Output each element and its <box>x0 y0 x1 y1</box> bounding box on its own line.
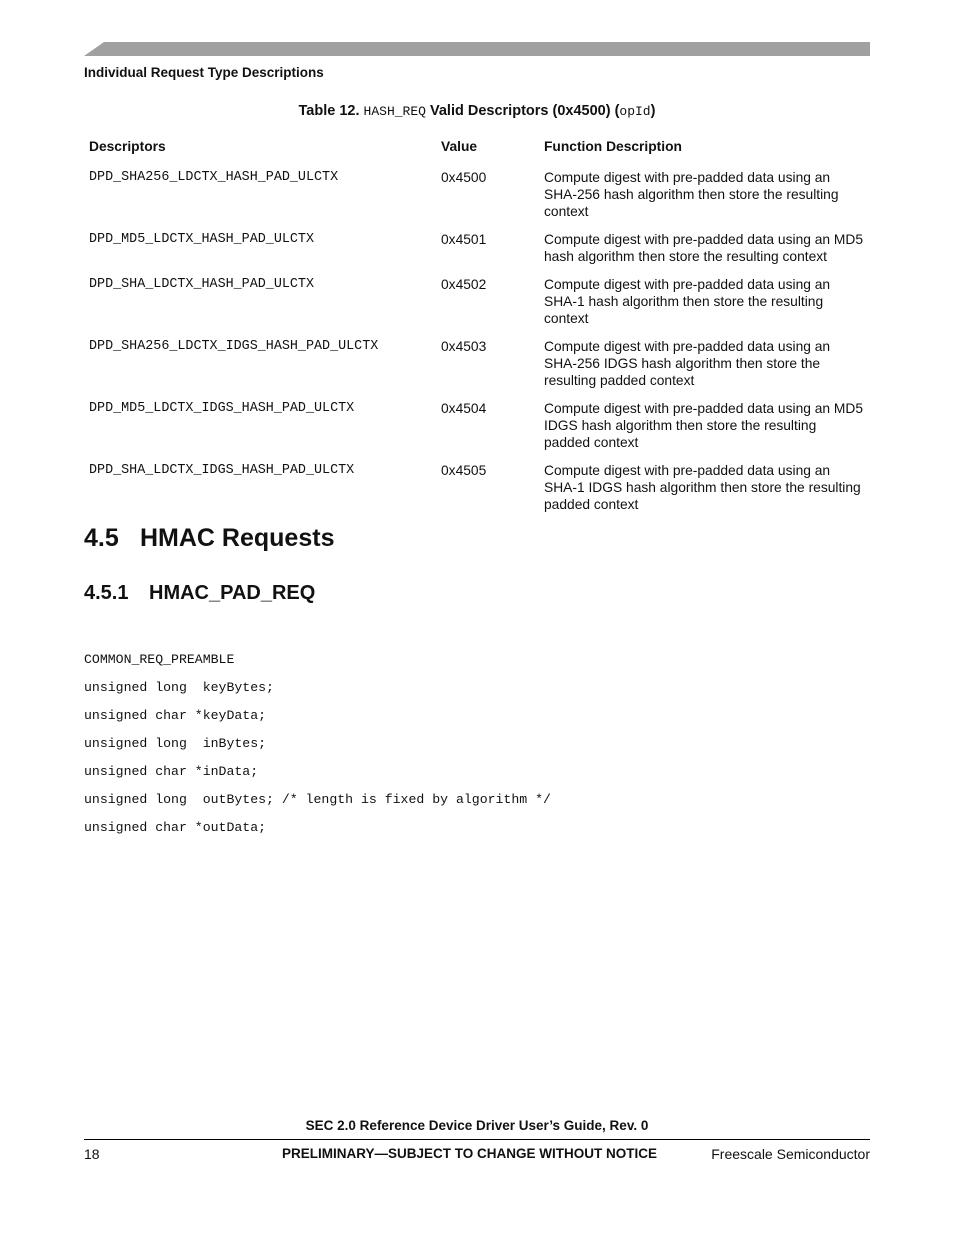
table-row <box>84 338 870 400</box>
running-head: Individual Request Type Descriptions <box>84 65 324 80</box>
code-line: unsigned char *keyData; <box>84 708 267 723</box>
description-cell: Compute digest with pre-padded data using an SHA-1 IDGS hash algorithm then store the resulting padded context <box>544 463 861 512</box>
caption-prefix: Table 12. <box>298 103 360 119</box>
descriptor-cell: DPD_SHA_LDCTX_IDGS_HASH_PAD_ULCTX <box>89 463 355 478</box>
caption-code: HASH_REQ <box>363 104 426 119</box>
caption-middle: Valid Descriptors (0x4500) ( <box>430 103 620 119</box>
header-bar-shape <box>84 42 870 56</box>
header-descriptors: Descriptors <box>89 139 166 154</box>
footer-title: SEC 2.0 Reference Device Driver User’s Guide, Rev. 0 <box>305 1118 649 1133</box>
company-name: Freescale Semiconductor <box>711 1146 870 1162</box>
page-number: 18 <box>84 1146 100 1162</box>
description-cell: Compute digest with pre-padded data using an SHA-256 IDGS hash algorithm then store the resulting padded context <box>544 339 831 388</box>
code-line: unsigned long keyBytes; <box>84 680 274 695</box>
description-cell: Compute digest with pre-padded data using an MD5 hash algorithm then store the resulting context <box>544 232 864 264</box>
value-cell: 0x4502 <box>441 277 487 292</box>
section-heading <box>84 524 334 553</box>
table-caption <box>0 103 954 119</box>
table-row <box>84 231 870 276</box>
value-cell: 0x4503 <box>441 339 487 354</box>
description-cell: Compute digest with pre-padded data using an SHA-256 hash algorithm then store the resulting context <box>544 170 839 219</box>
descriptor-cell: DPD_SHA256_LDCTX_IDGS_HASH_PAD_ULCTX <box>89 339 379 354</box>
code-line: unsigned char *outData; <box>84 820 267 835</box>
subsection-number: 4.5.1 <box>84 582 129 604</box>
descriptor-cell: DPD_SHA256_LDCTX_HASH_PAD_ULCTX <box>89 170 339 185</box>
table-row <box>84 400 870 462</box>
value-cell: 0x4505 <box>441 463 487 478</box>
subsection-heading <box>84 582 315 605</box>
caption-suffix: ) <box>650 103 656 119</box>
table-header-row <box>84 134 870 169</box>
section-number: 4.5 <box>84 524 119 552</box>
descriptor-cell: DPD_MD5_LDCTX_IDGS_HASH_PAD_ULCTX <box>89 401 355 416</box>
value-cell: 0x4500 <box>441 170 487 185</box>
code-line: unsigned long outBytes; /* length is fixed by algorithm */ <box>84 792 551 807</box>
value-cell: 0x4504 <box>441 401 487 416</box>
code-line: unsigned long inBytes; <box>84 736 267 751</box>
header-bar <box>84 42 870 56</box>
code-line: unsigned char *inData; <box>84 764 259 779</box>
descriptor-cell: DPD_MD5_LDCTX_HASH_PAD_ULCTX <box>89 232 314 247</box>
description-cell: Compute digest with pre-padded data using an SHA-1 hash algorithm then store the resulting context <box>544 277 831 326</box>
caption-code2: opId <box>619 104 651 119</box>
section-title: HMAC Requests <box>140 524 335 552</box>
descriptor-cell: DPD_SHA_LDCTX_HASH_PAD_ULCTX <box>89 277 314 292</box>
description-cell: Compute digest with pre-padded data using an MD5 IDGS hash algorithm then store the resulting padded context <box>544 401 864 450</box>
value-cell: 0x4501 <box>441 232 487 247</box>
code-line: COMMON_REQ_PREAMBLE <box>84 652 235 667</box>
table-row <box>84 169 870 231</box>
preliminary-notice: PRELIMINARY—SUBJECT TO CHANGE WITHOUT NOTICE <box>282 1146 658 1161</box>
descriptor-table <box>84 134 870 524</box>
footer-rule <box>84 1139 870 1140</box>
subsection-title: HMAC_PAD_REQ <box>149 582 316 604</box>
table-row <box>84 462 870 524</box>
header-function: Function Description <box>544 139 682 154</box>
code-block <box>84 646 551 842</box>
table-row <box>84 276 870 338</box>
header-value: Value <box>441 139 478 154</box>
